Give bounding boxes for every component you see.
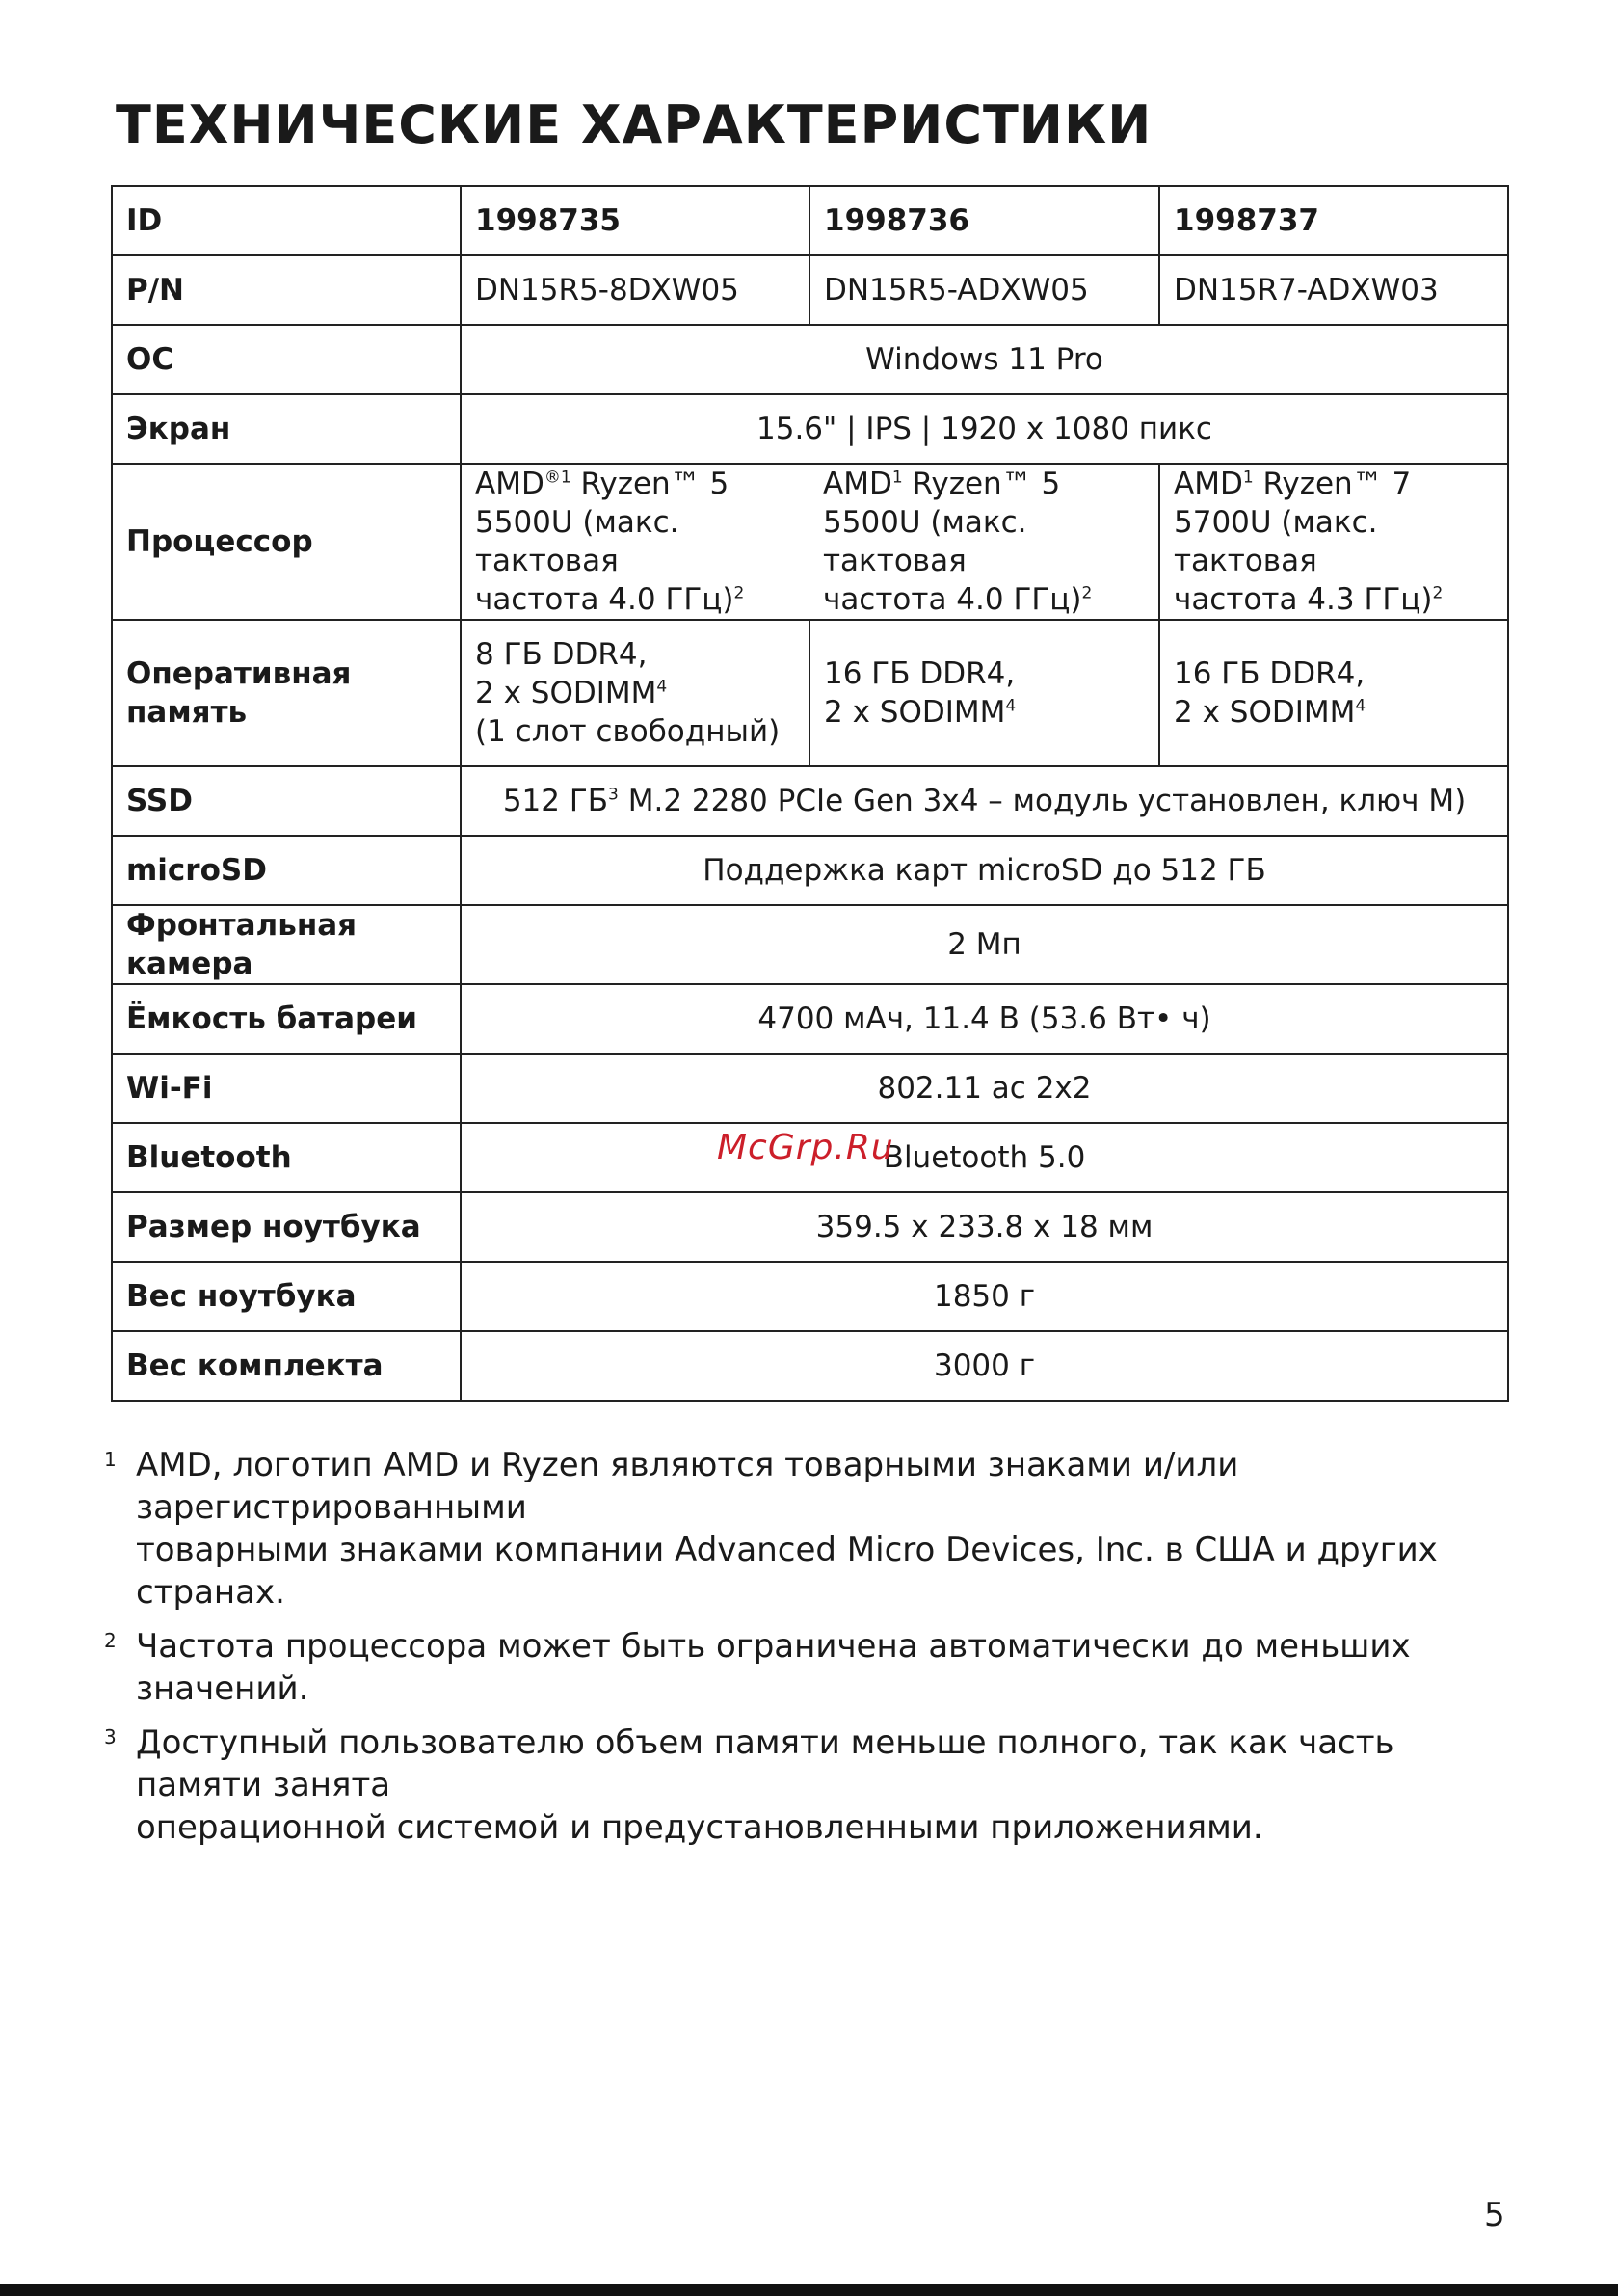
row-label-os: ОС (112, 325, 461, 394)
row-label-bluetooth: Bluetooth (112, 1123, 461, 1192)
table-row-battery (112, 984, 1508, 1054)
table-row-size (112, 1192, 1508, 1262)
table-row-id (112, 186, 1508, 255)
table-row-kit-weight (112, 1331, 1508, 1401)
cpu-cell: AMD$^1$ Ryzen™ 5 5500U (макс. тактовая частота 4.0 ГГц)$^2$ (809, 464, 1159, 620)
wifi-value: 802.11 ac 2x2 (461, 1054, 1508, 1123)
cpu-cell: AMD$^1$ Ryzen™ 7 5700U (макс. тактовая частота 4.3 ГГц)$^2$ (1159, 464, 1508, 620)
row-label-id: ID (112, 186, 461, 255)
id-cell: 1998735 (461, 186, 809, 255)
footnote-mark: 1 (104, 1448, 117, 1471)
camera-value: 2 Мп (461, 905, 1508, 984)
footnote-mark: 3 (104, 1725, 117, 1749)
table-row-camera (112, 905, 1508, 984)
footnote: 2 Частота процессора может быть ограничена автоматически до меньших значений. (104, 1625, 1511, 1710)
row-label-ssd: SSD (112, 766, 461, 836)
table-row-weight (112, 1262, 1508, 1331)
row-label-screen: Экран (112, 394, 461, 464)
table-row-cpu (112, 464, 1508, 620)
table-row-wifi (112, 1054, 1508, 1123)
watermark: McGrp.Ru (717, 1128, 894, 1167)
spec-table (111, 185, 1509, 1402)
row-label-weight: Вес ноутбука (112, 1262, 461, 1331)
id-cell: 1998737 (1159, 186, 1508, 255)
footnotes (104, 1444, 1511, 1860)
table-row-screen (112, 394, 1508, 464)
table-row-os (112, 325, 1508, 394)
battery-value: 4700 мАч, 11.4 В (53.6 Вт• ч) (461, 984, 1508, 1054)
pn-cell: DN15R5-8DXW05 (461, 255, 809, 325)
footnote-mark: 2 (104, 1629, 117, 1652)
weight-value: 1850 г (461, 1262, 1508, 1331)
bottom-bar (0, 2284, 1618, 2296)
ssd-value: 512 $ГБ^3$ M.2 2280 PCIe Gen 3x4 – модуль установлен, ключ М) (461, 766, 1508, 836)
cpu-cell: $AMD^{®1}$ Ryzen™ 5 5500U (макс. тактовая частота 4.0 ГГц)$^2$ (461, 464, 809, 620)
table-row-ram (112, 620, 1508, 766)
page-number: 5 (1484, 2196, 1505, 2234)
row-label-pn: P/N (112, 255, 461, 325)
row-label-size: Размер ноутбука (112, 1192, 461, 1262)
pn-cell: DN15R7-ADXW03 (1159, 255, 1508, 325)
page-title: ТЕХНИЧЕСКИЕ ХАРАКТЕРИСТИКИ (116, 94, 1153, 155)
row-label-wifi: Wi-Fi (112, 1054, 461, 1123)
ram-cell: 8 ГБ DDR4, 2 x SODIMM$^4$ (1 слот свободный) (461, 620, 809, 766)
os-value: Windows 11 Pro (461, 325, 1508, 394)
screen-value: 15.6" | IPS | 1920 х 1080 пикс (461, 394, 1508, 464)
row-label-kit-weight: Вес комплекта (112, 1331, 461, 1401)
ram-cell: 16 ГБ DDR4, 2 x SODIMM$^4$ (1159, 620, 1508, 766)
microsd-value: Поддержка карт microSD до 512 ГБ (461, 836, 1508, 905)
row-label-battery: Ёмкость батареи (112, 984, 461, 1054)
ram-cell: 16 ГБ DDR4, 2 x SODIMM$^4$ (809, 620, 1159, 766)
pn-cell: DN15R5-ADXW05 (809, 255, 1159, 325)
size-value: 359.5 х 233.8 х 18 мм (461, 1192, 1508, 1262)
row-label-cpu: Процессор (112, 464, 461, 620)
table-row-ssd (112, 766, 1508, 836)
footnote: 1 AMD, логотип AMD и Ryzen являются товарными знаками и/или зарегистрированными товарными знаками компании Advanced Micro Devices, Inc. в США и других странах. (104, 1444, 1511, 1614)
row-label-camera: Фронтальная камера (112, 905, 461, 984)
table-row-microsd (112, 836, 1508, 905)
row-label-ram: Оперативная память (112, 620, 461, 766)
footnote: 3 Доступный пользователю объем памяти меньше полного, так как часть памяти занята операционной системой и предустановленными приложениями. (104, 1722, 1511, 1849)
bluetooth-value: Bluetooth 5.0 (461, 1123, 1508, 1192)
kit-weight-value: 3000 г (461, 1331, 1508, 1401)
row-label-microsd: microSD (112, 836, 461, 905)
id-cell: 1998736 (809, 186, 1159, 255)
table-row-pn (112, 255, 1508, 325)
